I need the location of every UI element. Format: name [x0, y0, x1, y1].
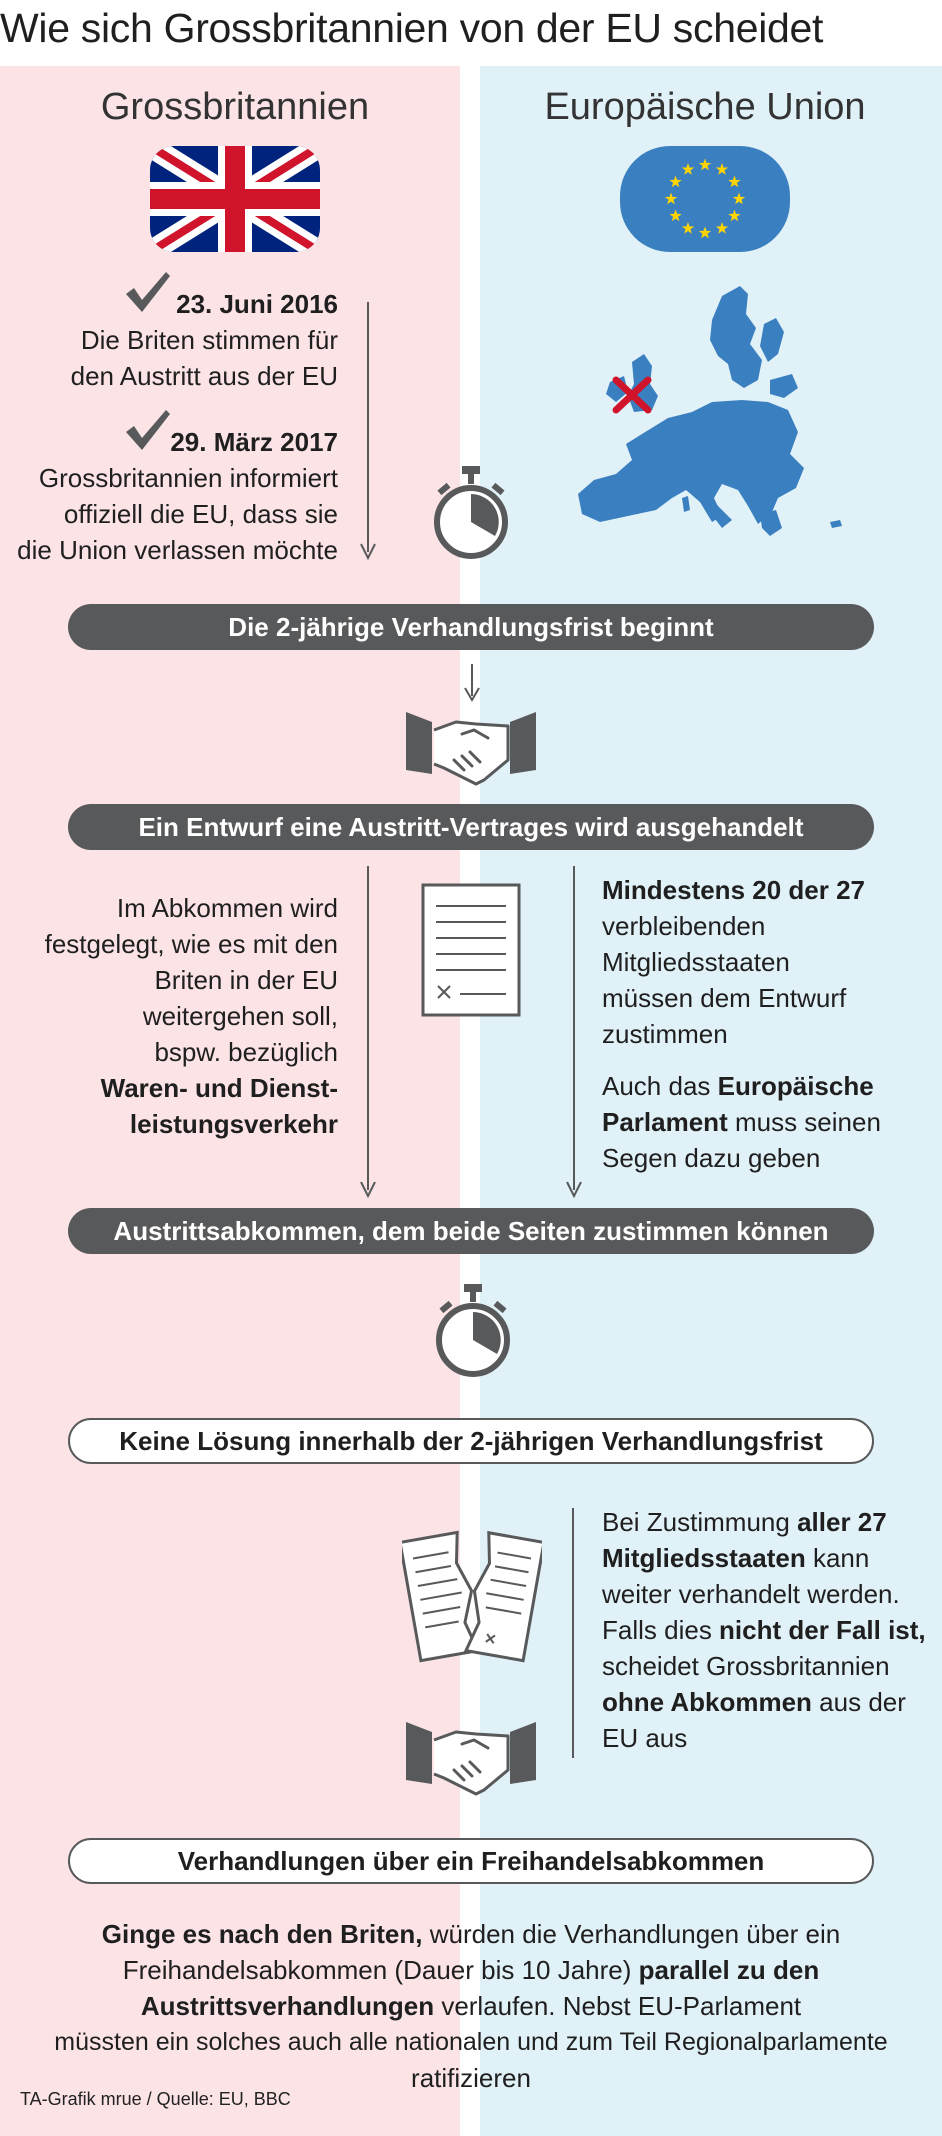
arrow-down-icon	[462, 664, 482, 702]
agreement-text: festgelegt, wie es mit den	[44, 929, 338, 959]
agreement-text: Parlament muss seinen	[602, 1107, 881, 1137]
agreement-text-bold: Waren- und Dienst-	[100, 1073, 338, 1103]
step-bar: Austrittsabkommen, dem beide Seiten zustimmen können	[68, 1208, 874, 1254]
arrow-down-icon	[564, 866, 584, 1198]
uk-flag-icon	[150, 146, 320, 252]
agreement-text: Im Abkommen wird	[116, 893, 338, 923]
outcome-text: weiter verhandelt werden.	[602, 1579, 900, 1609]
outcome-text: ohne Abkommen aus der	[602, 1687, 906, 1717]
agreement-text: müssen dem Entwurf	[602, 983, 847, 1013]
summary-text: Ginge es nach den Briten, würden die Verhandlungen über ein	[101, 1919, 841, 1949]
agreement-text: Briten in der EU	[154, 965, 338, 995]
outcome-text: Mitgliedsstaaten kann	[602, 1543, 870, 1573]
outcome-text: EU aus	[602, 1723, 688, 1753]
agreement-text: weitergehen soll,	[142, 1001, 338, 1031]
agreement-text-bold: Mindestens 20 der 27	[602, 875, 865, 905]
arrow-down-icon	[358, 302, 378, 560]
torn-documents-icon	[402, 1526, 542, 1666]
summary-text: ratifizieren	[411, 2063, 531, 2093]
agreement-text-bold: leistungsverkehr	[129, 1109, 338, 1139]
event-text: die Union verlassen möchte	[17, 535, 338, 565]
stopwatch-icon	[432, 464, 510, 562]
source-credit: TA-Grafik mrue / Quelle: EU, BBC	[20, 2089, 291, 2109]
europe-map-icon	[572, 284, 852, 550]
step-bar: Keine Lösung innerhalb der 2-jährigen Verhandlungsfrist	[68, 1418, 874, 1464]
outcome-text: Bei Zustimmung aller 27	[602, 1507, 887, 1537]
step-bar: Ein Entwurf eine Austritt-Vertrages wird ausgehandelt	[68, 804, 874, 850]
event-date: 29. März 2017	[170, 427, 338, 457]
stopwatch-icon	[434, 1282, 512, 1380]
document-icon	[420, 882, 522, 1018]
uk-header: Grossbritannien	[100, 86, 370, 128]
arrow-down-icon	[358, 866, 378, 1198]
page-title: Wie sich Grossbritannien von der EU scheidet	[0, 5, 824, 51]
agreement-text: Auch das Europäische	[602, 1071, 874, 1101]
summary-text: Austrittsverhandlungen verlaufen. Nebst EU-Parlament	[140, 1991, 802, 2021]
outcome-text: Falls dies nicht der Fall ist,	[602, 1615, 926, 1645]
summary-text: Freihandelsabkommen (Dauer bis 10 Jahre) parallel zu den	[122, 1955, 820, 1985]
eu-flag-icon	[620, 146, 790, 252]
event-date: 23. Juni 2016	[176, 289, 338, 319]
agreement-text: zustimmen	[602, 1019, 728, 1049]
summary-text: müssten ein solches auch alle nationalen und zum Teil Regionalparlamente	[54, 2028, 888, 2056]
agreement-text: Segen dazu geben	[602, 1143, 821, 1173]
event-text: Die Briten stimmen für	[80, 325, 338, 355]
event-text: den Austritt aus der EU	[70, 361, 338, 391]
handshake-icon	[404, 704, 538, 788]
agreement-text: verbleibenden	[602, 911, 766, 941]
event-text: Grossbritannien informiert	[38, 463, 338, 493]
step-bar: Die 2-jährige Verhandlungsfrist beginnt	[68, 604, 874, 650]
agreement-text: bspw. bezüglich	[154, 1037, 338, 1067]
eu-header: Europäische Union	[544, 86, 866, 128]
outcome-text: scheidet Grossbritannien	[602, 1651, 890, 1681]
event-text: offiziell die EU, dass sie	[63, 499, 338, 529]
step-bar: Verhandlungen über ein Freihandelsabkommen	[68, 1838, 874, 1884]
agreement-text: Mitgliedsstaaten	[602, 947, 790, 977]
handshake-icon	[404, 1714, 538, 1798]
divider-line	[572, 1508, 574, 1758]
